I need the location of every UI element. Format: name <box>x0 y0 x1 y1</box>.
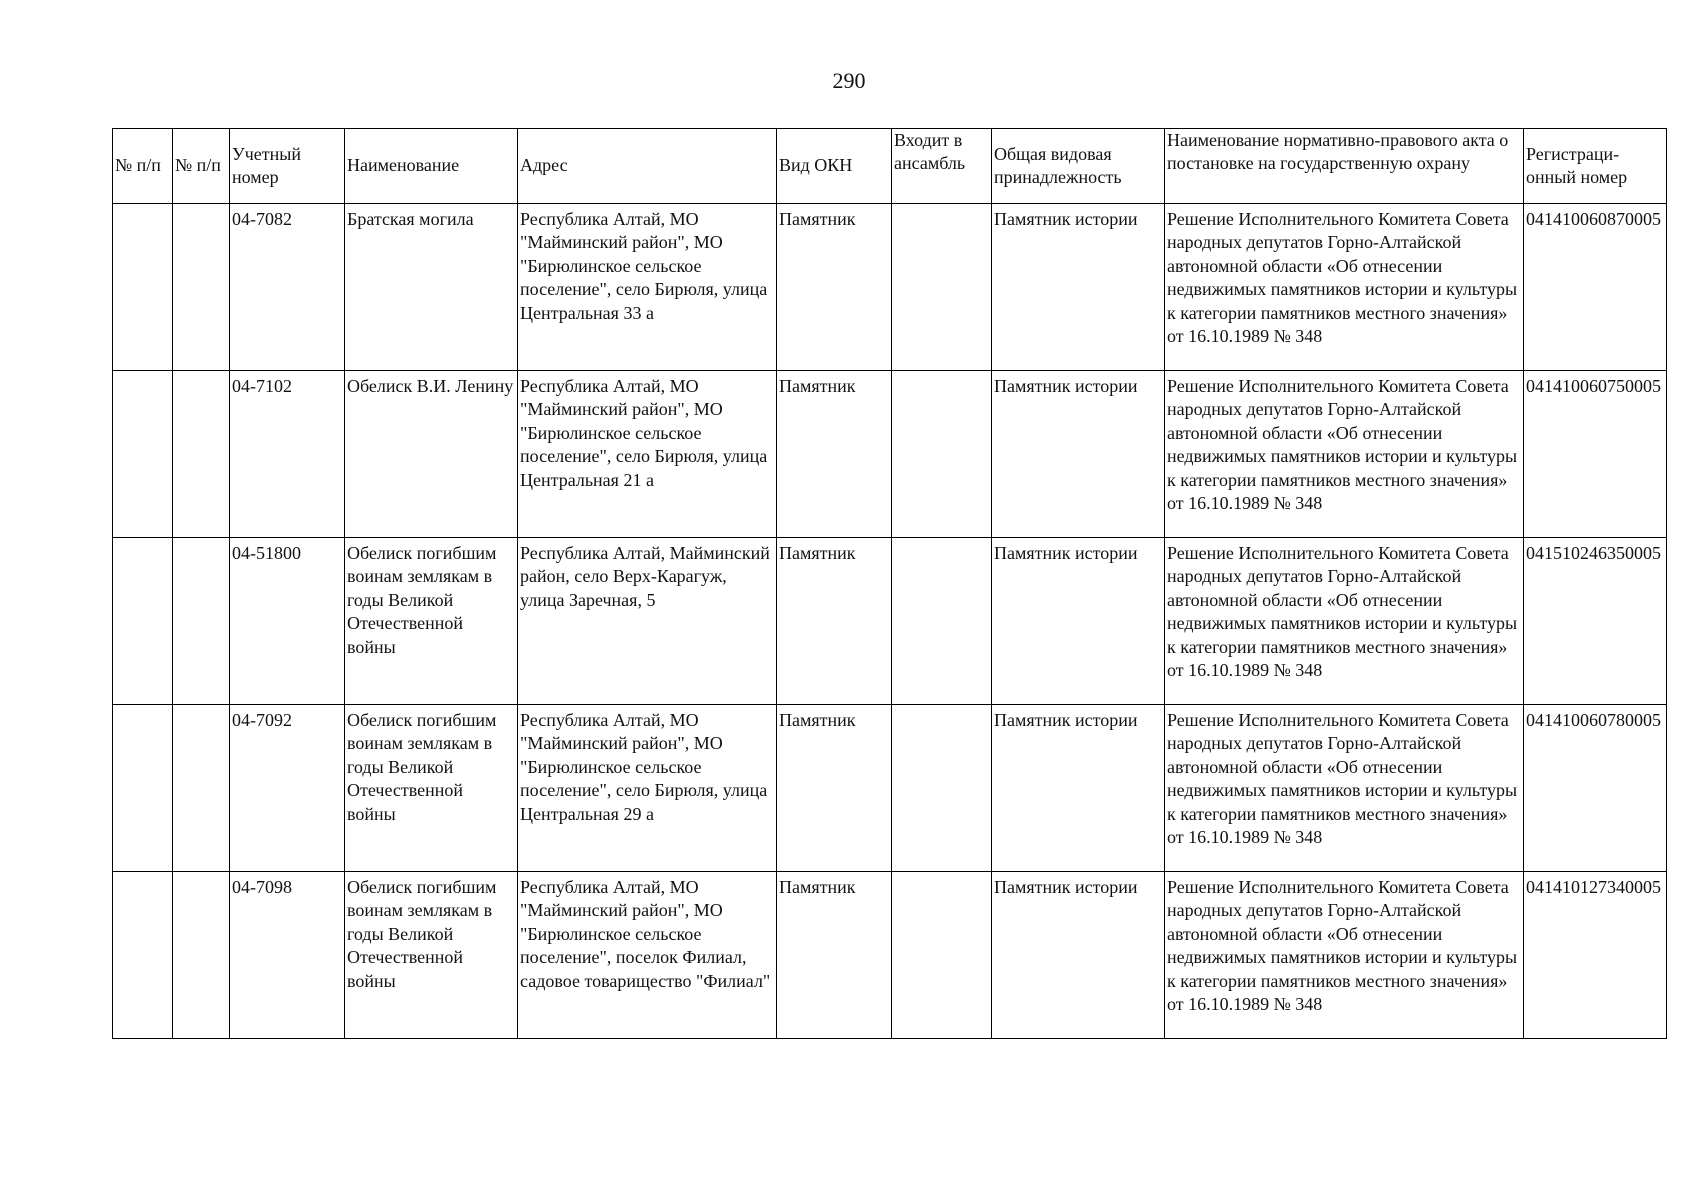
cell-name: Обелиск погибшим воинам землякам в годы Великой Отечественной войны <box>345 538 518 705</box>
cell-account-number: 04-7102 <box>230 371 345 538</box>
header-reg-number: Регистраци-онный номер <box>1524 129 1667 204</box>
cell-category: Памятник истории <box>992 872 1165 1039</box>
cell-okn-type: Памятник <box>777 705 892 872</box>
cell-legal-act: Решение Исполнительного Комитета Совета народных депутатов Горно-Алтайской автономной области «Об отнесении недвижимых памятников истории и культуры к категории памятников местного значения» от 16.10.1989 № 348 <box>1165 538 1524 705</box>
header-name: Наименование <box>345 129 518 204</box>
monuments-table <box>112 128 1667 1039</box>
cell-legal-act: Решение Исполнительного Комитета Совета народных депутатов Горно-Алтайской автономной области «Об отнесении недвижимых памятников истории и культуры к категории памятников местного значения» от 16.10.1989 № 348 <box>1165 371 1524 538</box>
header-account-number: Учетный номер <box>230 129 345 204</box>
table-row <box>113 538 1667 705</box>
cell-account-number: 04-7098 <box>230 872 345 1039</box>
cell-num1 <box>113 371 173 538</box>
cell-num1 <box>113 204 173 371</box>
cell-category: Памятник истории <box>992 371 1165 538</box>
cell-address: Республика Алтай, Майминский район, село Верх-Карагуж, улица Заречная, 5 <box>518 538 777 705</box>
cell-address: Республика Алтай, МО "Майминский район", МО "Бирюлинское сельское поселение", село Бирюля, улица Центральная 33 а <box>518 204 777 371</box>
header-ensemble: Входит в ансамбль <box>892 129 992 204</box>
cell-num2 <box>173 872 230 1039</box>
cell-num2 <box>173 371 230 538</box>
cell-ensemble <box>892 705 992 872</box>
cell-okn-type: Памятник <box>777 371 892 538</box>
header-category: Общая видовая принадлежность <box>992 129 1165 204</box>
cell-category: Памятник истории <box>992 538 1165 705</box>
cell-reg-number: 041410127340005 <box>1524 872 1667 1039</box>
cell-ensemble <box>892 371 992 538</box>
cell-ensemble <box>892 538 992 705</box>
header-legal-act: Наименование нормативно-правового акта о постановке на государственную охрану <box>1165 129 1524 204</box>
cell-reg-number: 041410060780005 <box>1524 705 1667 872</box>
cell-okn-type: Памятник <box>777 204 892 371</box>
cell-address: Республика Алтай, МО "Майминский район", МО "Бирюлинское сельское поселение", село Бирюля, улица Центральная 21 а <box>518 371 777 538</box>
table-header-row <box>113 129 1667 204</box>
cell-reg-number: 041510246350005 <box>1524 538 1667 705</box>
cell-category: Памятник истории <box>992 705 1165 872</box>
cell-reg-number: 041410060870005 <box>1524 204 1667 371</box>
page-number: 290 <box>832 68 866 93</box>
cell-name: Братская могила <box>345 204 518 371</box>
cell-name: Обелиск В.И. Ленину <box>345 371 518 538</box>
cell-address: Республика Алтай, МО "Майминский район", МО "Бирюлинское сельское поселение", поселок Филиал, садовое товарищество "Филиал" <box>518 872 777 1039</box>
table-row <box>113 872 1667 1039</box>
table-row <box>113 371 1667 538</box>
cell-num1 <box>113 538 173 705</box>
cell-reg-number: 041410060750005 <box>1524 371 1667 538</box>
cell-legal-act: Решение Исполнительного Комитета Совета народных депутатов Горно-Алтайской автономной области «Об отнесении недвижимых памятников истории и культуры к категории памятников местного значения» от 16.10.1989 № 348 <box>1165 872 1524 1039</box>
header-num1: № п/п <box>113 129 173 204</box>
cell-okn-type: Памятник <box>777 872 892 1039</box>
cell-legal-act: Решение Исполнительного Комитета Совета народных депутатов Горно-Алтайской автономной области «Об отнесении недвижимых памятников истории и культуры к категории памятников местного значения» от 16.10.1989 № 348 <box>1165 705 1524 872</box>
header-okn-type: Вид ОКН <box>777 129 892 204</box>
header-num2: № п/п <box>173 129 230 204</box>
cell-num1 <box>113 705 173 872</box>
cell-address: Республика Алтай, МО "Майминский район", МО "Бирюлинское сельское поселение", село Бирюля, улица Центральная 29 а <box>518 705 777 872</box>
cell-num2 <box>173 204 230 371</box>
header-address: Адрес <box>518 129 777 204</box>
cell-name: Обелиск погибшим воинам землякам в годы Великой Отечественной войны <box>345 872 518 1039</box>
cell-ensemble <box>892 872 992 1039</box>
cell-legal-act: Решение Исполнительного Комитета Совета народных депутатов Горно-Алтайской автономной области «Об отнесении недвижимых памятников истории и культуры к категории памятников местного значения» от 16.10.1989 № 348 <box>1165 204 1524 371</box>
cell-num2 <box>173 538 230 705</box>
cell-category: Памятник истории <box>992 204 1165 371</box>
cell-num2 <box>173 705 230 872</box>
table-row <box>113 705 1667 872</box>
cell-account-number: 04-51800 <box>230 538 345 705</box>
cell-name: Обелиск погибшим воинам землякам в годы Великой Отечественной войны <box>345 705 518 872</box>
cell-account-number: 04-7082 <box>230 204 345 371</box>
cell-okn-type: Памятник <box>777 538 892 705</box>
cell-num1 <box>113 872 173 1039</box>
cell-account-number: 04-7092 <box>230 705 345 872</box>
cell-ensemble <box>892 204 992 371</box>
table-row <box>113 204 1667 371</box>
